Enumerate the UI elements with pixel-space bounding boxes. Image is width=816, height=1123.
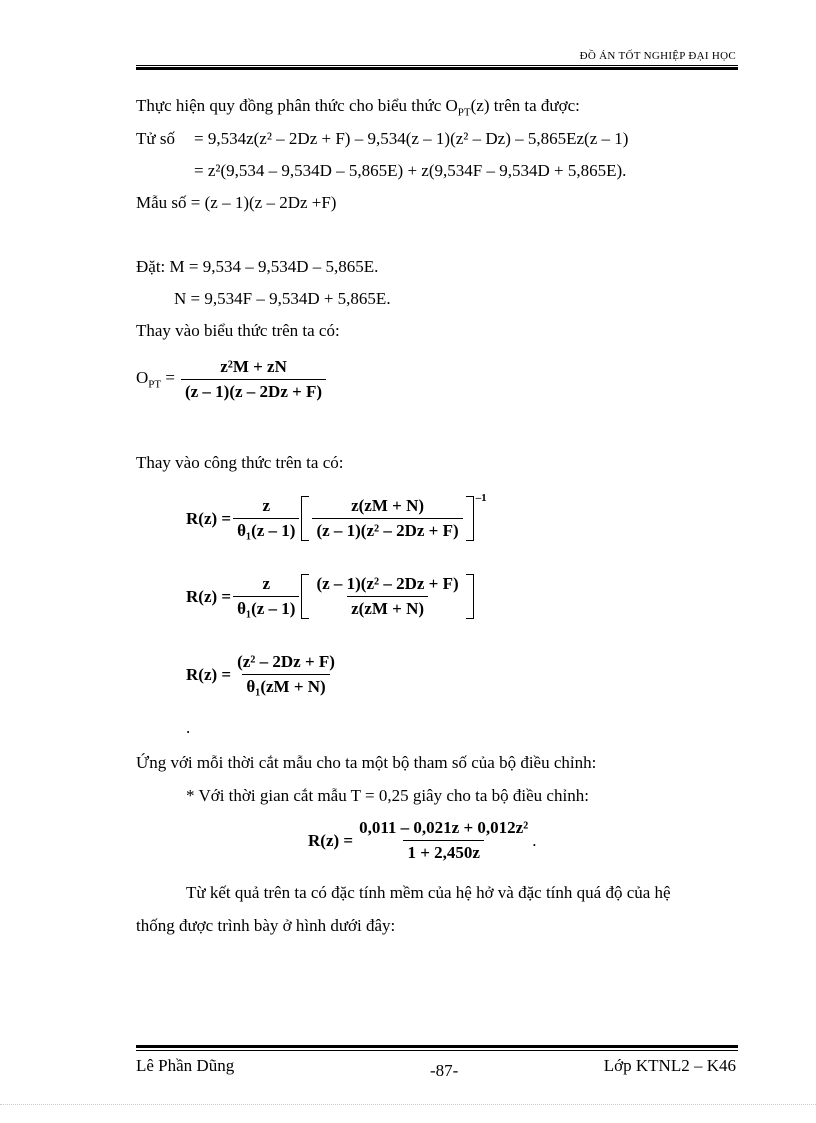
- footer-rule-thin: [136, 1050, 738, 1051]
- sample-time-line: * Với thời gian cắt mẫu T = 0,25 giây cho ta bộ điều chỉnh:: [186, 786, 589, 805]
- r2-fraction: [233, 574, 299, 619]
- opt-formula: [136, 357, 326, 402]
- opt-denominator: (z – 1)(z – 2Dz + F): [181, 379, 326, 402]
- r4-denominator: 1 + 2,450z: [403, 840, 483, 863]
- r1-numerator: z: [262, 496, 271, 515]
- denominator-line: Mẫu số = (z – 1)(z – 2Dz +F): [136, 193, 337, 212]
- r2-denominator: θ₁(z – 1): [233, 596, 299, 619]
- define-n: N = 9,534F – 9,534D + 5,865E.: [174, 289, 391, 308]
- footer-page-number: -87-: [430, 1061, 459, 1080]
- r3-fraction: [233, 652, 339, 697]
- r1-fraction: [233, 496, 299, 541]
- intro-line: [136, 96, 580, 118]
- r3-denominator: θ₁(zM + N): [242, 674, 329, 697]
- r2-inner-numerator: (z – 1)(z² – 2Dz + F): [316, 574, 459, 593]
- r2-right-bracket: [466, 574, 474, 619]
- numerator-line-1: = 9,534z(z² – 2Dz + F) – 9,534(z – 1)(z² – Dz) – 5,865Ez(z – 1): [194, 129, 629, 148]
- r1-lhs: R(z) =: [186, 508, 232, 528]
- intro-sub: PT: [457, 106, 471, 119]
- r4-lhs: R(z) =: [308, 830, 354, 850]
- substitute-line-1: Thay vào biểu thức trên ta có:: [136, 321, 340, 340]
- header-rule-thin: [136, 65, 738, 66]
- substitute-line-2: Thay vào công thức trên ta có:: [136, 453, 344, 472]
- intro-end: (z) trên ta được:: [470, 96, 580, 115]
- footer-rule-thick: [136, 1045, 738, 1048]
- r1-inner-denominator: (z – 1)(z² – 2Dz + F): [312, 518, 462, 541]
- r2-left-bracket: [301, 574, 309, 619]
- r2-inner-fraction: [312, 574, 462, 619]
- r1-right-bracket: [466, 496, 474, 541]
- opt-lhs: $O_{PT}$ =: [136, 368, 175, 391]
- r1-inner-numerator: z(zM + N): [351, 496, 425, 515]
- result-line-2: thống được trình bày ở hình dưới đây:: [136, 916, 396, 935]
- each-sample-line: Ứng với mỗi thời cắt mẫu cho ta một bộ tham số của bộ điều chỉnh:: [136, 753, 597, 772]
- header-rule-thick: [136, 67, 738, 70]
- r2-inner-denominator: z(zM + N): [347, 596, 428, 619]
- stray-dot: .: [186, 718, 191, 737]
- r4-numerator: 0,011 – 0,021z + 0,012z²: [359, 818, 529, 837]
- define-m: Đặt: M = 9,534 – 9,534D – 5,865E.: [136, 257, 379, 276]
- r3-numerator: (z² – 2Dz + F): [237, 652, 335, 671]
- header-title: ĐỒ ÁN TỐT NGHIỆP ĐẠI HỌC: [579, 50, 736, 62]
- r1-exponent: –1: [475, 492, 487, 504]
- r4-period: .: [532, 830, 537, 850]
- numerator-label: Tử số: [136, 129, 175, 148]
- r1-denominator: θ₁(z – 1): [233, 518, 299, 541]
- r-formula-2: [186, 574, 476, 619]
- r2-lhs: R(z) =: [186, 586, 232, 606]
- r1-inner-fraction: [312, 496, 462, 541]
- r4-fraction: [355, 818, 532, 863]
- footer-class: Lớp KTNL2 – K46: [603, 1056, 736, 1075]
- opt-numerator: z²M + zN: [220, 357, 287, 376]
- r3-lhs: R(z) =: [186, 664, 232, 684]
- r2-numerator: z: [262, 574, 271, 593]
- r-formula-4: [308, 818, 537, 863]
- numerator-line-2: = z²(9,534 – 9,534D – 5,865E) + z(9,534F – 9,534D + 5,865E).: [194, 161, 627, 180]
- result-line-1: Từ kết quả trên ta có đặc tính mềm của hệ hở và đặc tính quá độ của hệ: [186, 883, 671, 902]
- intro-text: Thực hiện quy đồng phân thức cho biểu thức O: [136, 96, 458, 115]
- page-edge-dotted: [0, 1104, 816, 1105]
- opt-fraction: [181, 357, 326, 402]
- r-formula-1: [186, 492, 487, 541]
- footer-author: Lê Phần Dũng: [136, 1056, 235, 1075]
- r1-left-bracket: [301, 496, 309, 541]
- r-formula-3: [186, 652, 339, 697]
